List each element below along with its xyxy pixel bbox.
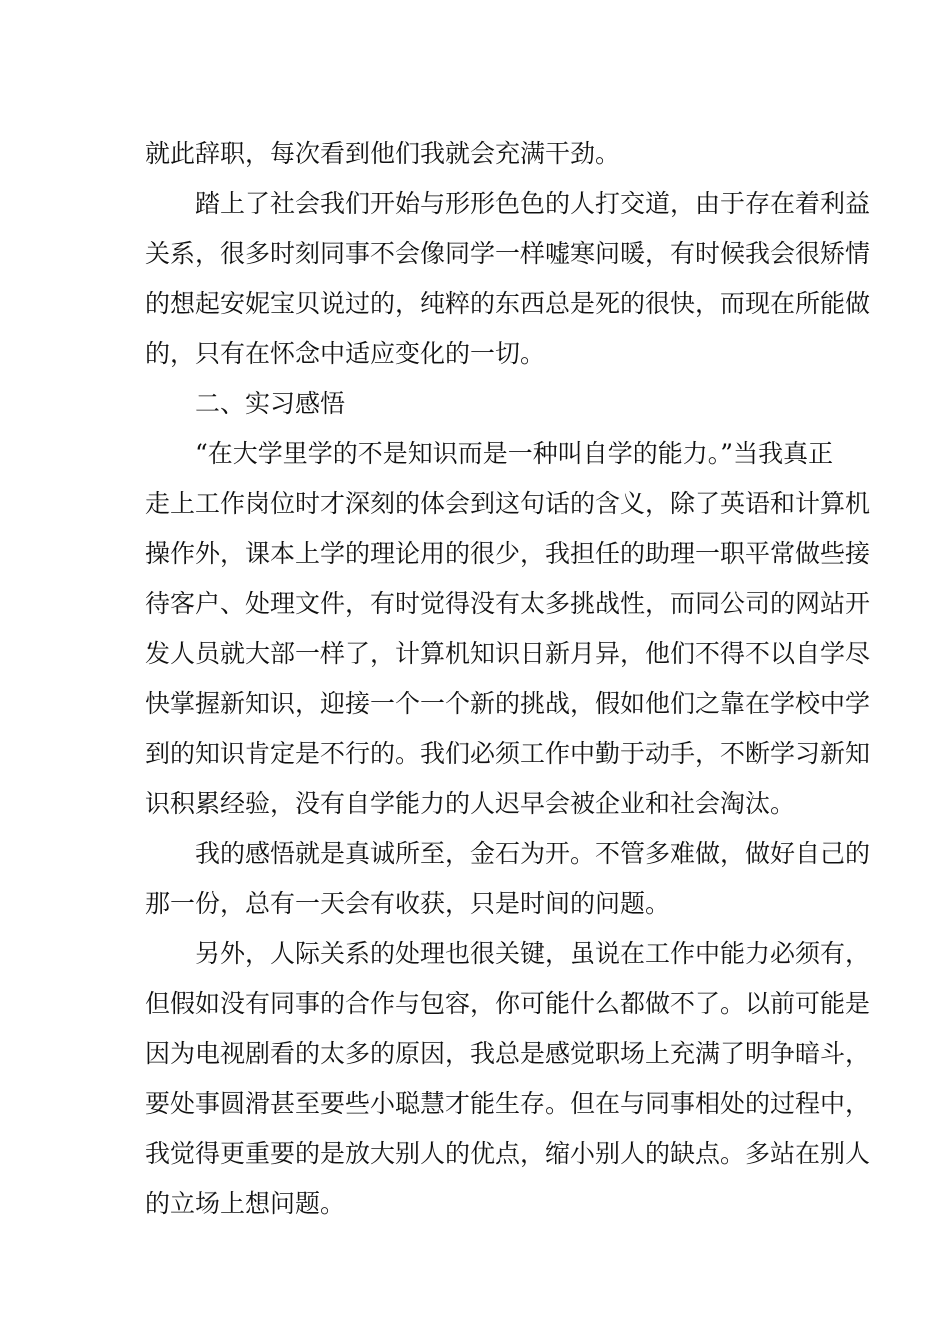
text-line: 快掌握新知识，迎接一个一个新的挑战，假如他们之靠在学校中学 xyxy=(145,689,871,718)
text-line: 要处事圆滑甚至要些小聪慧才能生存。但在与同事相处的过程中， xyxy=(145,1089,871,1118)
text-line: 就此辞职，每次看到他们我就会充满干劲。 xyxy=(145,139,621,168)
text-line: 另外，人际关系的处理也很关键，虽说在工作中能力必须有， xyxy=(195,939,871,968)
text-line: 但假如没有同事的合作与包容，你可能什么都做不了。以前可能是 xyxy=(145,989,871,1018)
text-line: 待客户、处理文件，有时觉得没有太多挑战性，而同公司的网站开 xyxy=(145,589,871,618)
text-line: 的立场上想问题。 xyxy=(145,1189,346,1218)
text-line: 关系，很多时刻同事不会像同学一样嘘寒问暖，有时候我会很矫情 xyxy=(145,239,871,268)
text-line: 识积累经验，没有自学能力的人迟早会被企业和社会淘汰。 xyxy=(145,789,796,818)
text-line: 踏上了社会我们开始与形形色色的人打交道，由于存在着利益 xyxy=(195,189,871,218)
text-line: 的，只有在怀念中适应变化的一切。 xyxy=(145,339,546,368)
text-line: 走上工作岗位时才深刻的体会到这句话的含义，除了英语和计算机 xyxy=(145,489,871,518)
text-line: “在大学里学的不是知识而是一种叫自学的能力。”当我真正 xyxy=(195,439,834,468)
text-line: 我觉得更重要的是放大别人的优点，缩小别人的缺点。多站在别人 xyxy=(145,1139,871,1168)
text-line: 二、实习感悟 xyxy=(195,389,346,418)
text-line: 的想起安妮宝贝说过的，纯粹的东西总是死的很快，而现在所能做 xyxy=(145,289,871,318)
body-text xyxy=(145,129,871,1229)
text-line: 操作外，课本上学的理论用的很少，我担任的助理一职平常做些接 xyxy=(145,539,871,568)
text-line: 发人员就大部一样了，计算机知识日新月异，他们不得不以自学尽 xyxy=(145,639,871,668)
text-line: 我的感悟就是真诚所至，金石为开。不管多难做，做好自己的 xyxy=(195,839,871,868)
text-line: 因为电视剧看的太多的原因，我总是感觉职场上充满了明争暗斗， xyxy=(145,1039,871,1068)
text-line: 到的知识肯定是不行的。我们必须工作中勤于动手，不断学习新知 xyxy=(145,739,871,768)
text-line: 那一份，总有一天会有收获，只是时间的问题。 xyxy=(145,889,671,918)
